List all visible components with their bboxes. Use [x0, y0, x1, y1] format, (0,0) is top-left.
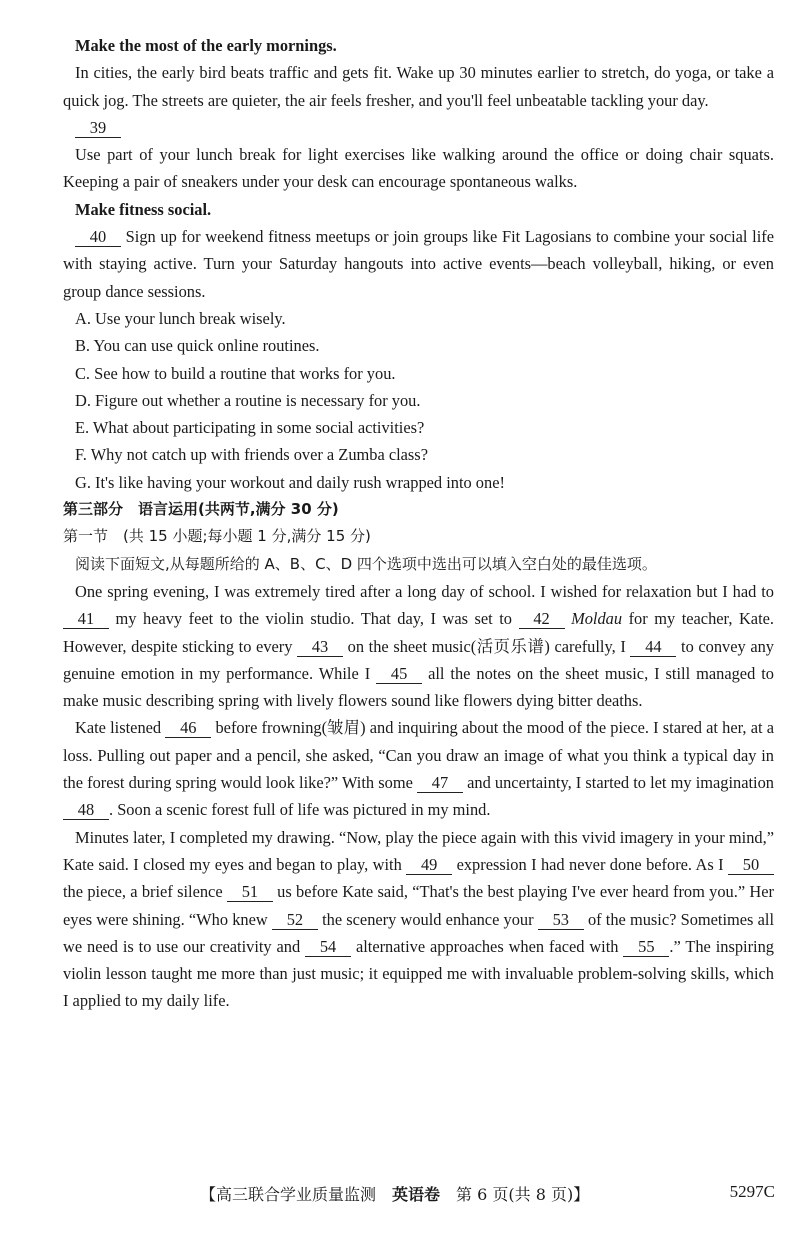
option-d: D. Figure out whether a routine is necessary for you. — [75, 390, 421, 410]
text-run: Kate listened — [75, 718, 166, 738]
exam-page — [63, 32, 774, 1015]
blank-42: 42 — [519, 610, 565, 629]
section-heading-mornings: Make the most of the early mornings. — [75, 36, 337, 55]
section-heading-social: Make fitness social. — [75, 199, 212, 219]
text-run: One spring evening, I was extremely tired after a long day of school. I wished for relaxation but I had to — [75, 581, 774, 601]
footer-page-number: 第 6 页(共 8 页)】 — [440, 1185, 590, 1204]
text-run: us before Kate said, “That's the best playing I've ever heard from you.” Her eyes were shining. “Who knew — [63, 882, 774, 929]
blank-53: 53 — [538, 911, 584, 930]
option-e: E. What about participating in some social activities? — [75, 418, 425, 438]
passage-paragraph-1 — [63, 578, 774, 714]
text-run: In cities, the early bird beats traffic and gets fit. Wake up 30 minutes earlier to stretch, do yoga, or take a quick jog. The streets are quieter, the air feels fresher, and you'll feel unbeatable tackling your day. — [63, 63, 774, 110]
paragraph-social — [63, 223, 774, 305]
section1-title: 第一节 (共 15 小题;每小题 1 分,满分 15 分) — [63, 527, 371, 546]
text-run: alternative approaches when faced with — [351, 936, 624, 956]
blank-50: 50 — [728, 856, 774, 875]
paragraph-lunch — [63, 141, 774, 196]
text-run: Use part of your lunch break for light exercises like walking around the office or doing chair squats. Keeping a pair of sneakers under your desk can encourage spontaneous walks. — [63, 145, 774, 192]
blank-45: 45 — [376, 665, 422, 684]
blank-48: 48 — [63, 801, 109, 820]
text-run: for my teacher, Kate. However, despite sticking to every — [63, 609, 775, 656]
blank-43: 43 — [297, 638, 343, 657]
footer-code: 5297C — [729, 1182, 775, 1201]
options-list — [63, 305, 774, 496]
option-f: F. Why not catch up with friends over a Zumba class? — [75, 445, 428, 465]
text-run: the scenery would enhance your — [317, 909, 538, 929]
italic-title: Moldau — [571, 609, 623, 629]
text-run: Minutes later, I completed my drawing. “Now, play the piece again with this vivid imagery in your mind,” Kate said. I closed my eyes and began to play, with — [63, 827, 774, 874]
blank-46: 46 — [165, 719, 211, 738]
text-run: .” The inspiring violin lesson taught me more than just music; it equipped me with invaluable problem-solving skills, which I applied to my daily life. — [63, 936, 774, 1011]
footer-subject: 英语卷 — [392, 1185, 441, 1204]
text-run: on the sheet music(活页乐谱) carefully, I — [343, 636, 631, 656]
option-g: G. It's like having your workout and daily rush wrapped into one! — [75, 472, 505, 492]
instructions: 阅读下面短文,从每题所给的 A、B、C、D 四个选项中选出可以填入空白处的最佳选项。 — [75, 554, 657, 573]
blank-47: 47 — [417, 774, 463, 793]
blank-52: 52 — [272, 911, 318, 930]
text-run: to convey any genuine emotion in my performance. While I — [63, 636, 774, 683]
page-footer — [200, 1182, 775, 1205]
passage-paragraph-2 — [63, 714, 774, 823]
option-b: B. You can use quick online routines. — [75, 336, 320, 356]
text-run: of the music? Sometimes all we need is to use our creativity and — [63, 909, 775, 956]
option-c: C. See how to build a routine that works for you. — [75, 363, 396, 383]
text-run: . Soon a scenic forest full of life was pictured in my mind. — [109, 800, 491, 820]
part3-title: 第三部分 语言运用(共两节,满分 30 分) — [63, 500, 339, 519]
blank-55: 55 — [623, 938, 669, 957]
blank-40: 40 — [75, 228, 121, 247]
text-run: all the notes on the sheet music, I still managed to make music describing spring with lively flowers sound like flowers dying bitter deaths. — [63, 663, 774, 711]
text-run: and uncertainty, I started to let my imagination — [462, 773, 774, 793]
blank-51: 51 — [227, 883, 273, 902]
paragraph-mornings — [63, 59, 774, 114]
paragraph-blank-39 — [63, 114, 774, 141]
text-run: the piece, a brief silence — [63, 882, 227, 902]
passage-paragraph-3 — [63, 824, 774, 1015]
text-run: expression I had never done before. As I — [452, 854, 728, 874]
blank-49: 49 — [406, 856, 452, 875]
blank-44: 44 — [630, 638, 676, 657]
blank-39: 39 — [75, 119, 121, 138]
option-a: A. Use your lunch break wisely. — [75, 308, 286, 328]
footer-exam-name: 【高三联合学业质量监测 — [200, 1185, 393, 1204]
text-run: Sign up for weekend fitness meetups or join groups like Fit Lagosians to combine your social life with staying active. Turn your Saturday hangouts into active events—beach volleyball, hiking, or even group dance sessions. — [63, 227, 774, 301]
text-run: before frowning(皱眉) and inquiring about the mood of the piece. I stared at her, at a loss. Pulling out paper and a pencil, she asked, “Can you draw an image of what you think a typical day in the forest during spring would look like?” With some — [63, 718, 774, 793]
blank-54: 54 — [305, 938, 351, 957]
text-run: my heavy feet to the violin studio. That day, I was set to — [109, 609, 519, 629]
blank-41: 41 — [63, 610, 109, 629]
